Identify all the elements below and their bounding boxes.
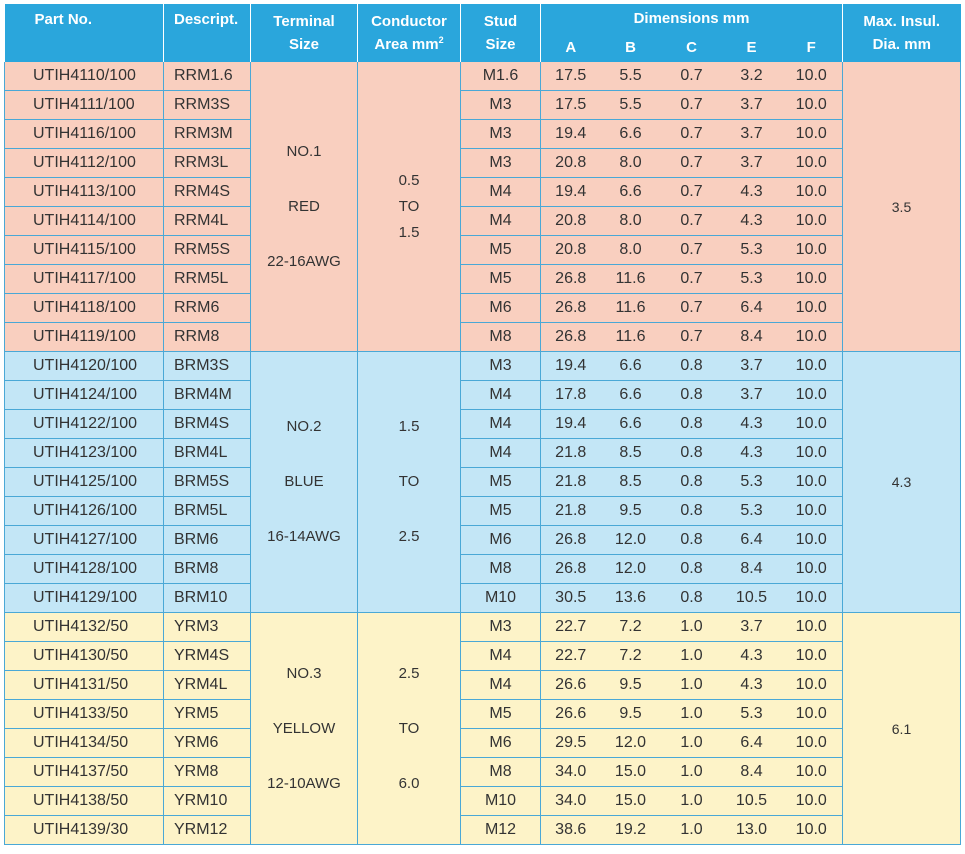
dim-e-cell: 8.4 bbox=[723, 555, 781, 584]
stud-size-cell: M6 bbox=[461, 526, 541, 555]
stud-size-cell: M5 bbox=[461, 265, 541, 294]
description-cell: RRM3S bbox=[164, 91, 251, 120]
description-cell: BRM5S bbox=[164, 468, 251, 497]
dim-c-cell: 0.8 bbox=[661, 468, 723, 497]
dim-e-cell: 3.7 bbox=[723, 613, 781, 642]
dim-e-cell: 4.3 bbox=[723, 439, 781, 468]
dim-a-cell: 34.0 bbox=[541, 787, 601, 816]
dim-f-cell: 10.0 bbox=[781, 613, 843, 642]
dim-a-cell: 20.8 bbox=[541, 236, 601, 265]
stud-size-cell: M6 bbox=[461, 729, 541, 758]
stud-size-cell: M10 bbox=[461, 787, 541, 816]
terminal-size-cell bbox=[251, 62, 358, 352]
part-number-cell: UTIH4129/100 bbox=[5, 584, 164, 613]
stud-size-cell: M8 bbox=[461, 323, 541, 352]
stud-size-cell: M10 bbox=[461, 584, 541, 613]
stud-size-cell: M3 bbox=[461, 120, 541, 149]
max-insul-cell: 3.5 bbox=[843, 62, 961, 352]
stud-size-cell: M8 bbox=[461, 555, 541, 584]
dim-b-cell: 7.2 bbox=[601, 642, 661, 671]
description-cell: YRM3 bbox=[164, 613, 251, 642]
stud-size-cell: M4 bbox=[461, 671, 541, 700]
dim-a-cell: 21.8 bbox=[541, 468, 601, 497]
part-number-cell: UTIH4124/100 bbox=[5, 381, 164, 410]
stud-size-cell: M12 bbox=[461, 816, 541, 845]
part-number-cell: UTIH4111/100 bbox=[5, 91, 164, 120]
dim-c-cell: 1.0 bbox=[661, 642, 723, 671]
description-cell: BRM10 bbox=[164, 584, 251, 613]
dim-a-cell: 26.6 bbox=[541, 700, 601, 729]
description-cell: YRM6 bbox=[164, 729, 251, 758]
dim-e-cell: 3.7 bbox=[723, 120, 781, 149]
stud-size-cell: M4 bbox=[461, 207, 541, 236]
conductor-area-line: 2.5 bbox=[398, 528, 420, 545]
table-row bbox=[5, 468, 961, 497]
dim-c-cell: 0.7 bbox=[661, 236, 723, 265]
dim-c-cell: 0.7 bbox=[661, 265, 723, 294]
dim-b-cell: 8.0 bbox=[601, 149, 661, 178]
dim-f-cell: 10.0 bbox=[781, 265, 843, 294]
table-row bbox=[5, 265, 961, 294]
table-row bbox=[5, 671, 961, 700]
stud-size-cell: M5 bbox=[461, 700, 541, 729]
terminal-size-line: BLUE bbox=[284, 473, 324, 490]
dim-f-cell: 10.0 bbox=[781, 526, 843, 555]
stud-size-cell: M3 bbox=[461, 91, 541, 120]
description-cell: BRM4L bbox=[164, 439, 251, 468]
dim-f-cell: 10.0 bbox=[781, 352, 843, 381]
header-dim-b: B bbox=[601, 33, 661, 62]
description-cell: YRM5 bbox=[164, 700, 251, 729]
header-descript: Descript. bbox=[164, 4, 251, 62]
dim-b-cell: 6.6 bbox=[601, 120, 661, 149]
dim-c-cell: 0.7 bbox=[661, 91, 723, 120]
description-cell: YRM8 bbox=[164, 758, 251, 787]
description-cell: RRM5L bbox=[164, 265, 251, 294]
conductor-area-line: 2.5 bbox=[398, 664, 420, 682]
dim-a-cell: 19.4 bbox=[541, 120, 601, 149]
dim-a-cell: 38.6 bbox=[541, 816, 601, 845]
part-number-cell: UTIH4131/50 bbox=[5, 671, 164, 700]
max-insul-cell: 6.1 bbox=[843, 613, 961, 845]
header-part-no: Part No. bbox=[5, 4, 164, 62]
dim-e-cell: 5.3 bbox=[723, 236, 781, 265]
table-row bbox=[5, 613, 961, 642]
max-insul-cell: 4.3 bbox=[843, 352, 961, 613]
terminal-size-line: 12-10AWG bbox=[267, 774, 341, 792]
dim-e-cell: 3.7 bbox=[723, 149, 781, 178]
dim-c-cell: 0.8 bbox=[661, 439, 723, 468]
table-row bbox=[5, 758, 961, 787]
table-row bbox=[5, 700, 961, 729]
part-number-cell: UTIH4128/100 bbox=[5, 555, 164, 584]
dim-b-cell: 11.6 bbox=[601, 265, 661, 294]
description-cell: RRM3M bbox=[164, 120, 251, 149]
dim-c-cell: 0.8 bbox=[661, 410, 723, 439]
dim-f-cell: 10.0 bbox=[781, 236, 843, 265]
part-number-cell: UTIH4112/100 bbox=[5, 149, 164, 178]
dim-b-cell: 5.5 bbox=[601, 91, 661, 120]
dim-c-cell: 1.0 bbox=[661, 700, 723, 729]
description-cell: BRM6 bbox=[164, 526, 251, 555]
conductor-area-line: 6.0 bbox=[398, 774, 420, 792]
dim-f-cell: 10.0 bbox=[781, 62, 843, 91]
conductor-area-cell bbox=[358, 62, 461, 352]
dim-f-cell: 10.0 bbox=[781, 758, 843, 787]
table-row bbox=[5, 584, 961, 613]
dim-c-cell: 1.0 bbox=[661, 729, 723, 758]
dim-b-cell: 9.5 bbox=[601, 700, 661, 729]
part-number-cell: UTIH4132/50 bbox=[5, 613, 164, 642]
table-row bbox=[5, 149, 961, 178]
dim-b-cell: 12.0 bbox=[601, 555, 661, 584]
part-number-cell: UTIH4113/100 bbox=[5, 178, 164, 207]
dim-a-cell: 21.8 bbox=[541, 497, 601, 526]
part-number-cell: UTIH4117/100 bbox=[5, 265, 164, 294]
dim-a-cell: 17.5 bbox=[541, 62, 601, 91]
description-cell: YRM4S bbox=[164, 642, 251, 671]
dim-e-cell: 3.7 bbox=[723, 91, 781, 120]
conductor-area-line: TO bbox=[398, 197, 420, 215]
description-cell: RRM3L bbox=[164, 149, 251, 178]
dim-c-cell: 0.7 bbox=[661, 149, 723, 178]
table-row bbox=[5, 323, 961, 352]
part-number-cell: UTIH4119/100 bbox=[5, 323, 164, 352]
table-row bbox=[5, 787, 961, 816]
stud-size-cell: M5 bbox=[461, 468, 541, 497]
header-dimensions: Dimensions mm bbox=[541, 4, 843, 33]
conductor-area-cell bbox=[358, 613, 461, 845]
description-cell: RRM4S bbox=[164, 178, 251, 207]
dim-e-cell: 3.2 bbox=[723, 62, 781, 91]
dim-f-cell: 10.0 bbox=[781, 584, 843, 613]
part-number-cell: UTIH4126/100 bbox=[5, 497, 164, 526]
dim-e-cell: 6.4 bbox=[723, 729, 781, 758]
dim-c-cell: 0.8 bbox=[661, 584, 723, 613]
dim-a-cell: 26.8 bbox=[541, 294, 601, 323]
dim-b-cell: 8.5 bbox=[601, 468, 661, 497]
table-row bbox=[5, 439, 961, 468]
dim-e-cell: 8.4 bbox=[723, 758, 781, 787]
stud-size-cell: M4 bbox=[461, 439, 541, 468]
dim-a-cell: 26.8 bbox=[541, 526, 601, 555]
description-cell: RRM4L bbox=[164, 207, 251, 236]
dim-a-cell: 21.8 bbox=[541, 439, 601, 468]
description-cell: RRM1.6 bbox=[164, 62, 251, 91]
conductor-area-line: TO bbox=[398, 473, 420, 490]
dim-c-cell: 0.8 bbox=[661, 381, 723, 410]
dim-a-cell: 17.5 bbox=[541, 91, 601, 120]
dim-c-cell: 1.0 bbox=[661, 787, 723, 816]
dim-c-cell: 0.7 bbox=[661, 62, 723, 91]
dim-c-cell: 1.0 bbox=[661, 671, 723, 700]
dim-f-cell: 10.0 bbox=[781, 91, 843, 120]
dim-c-cell: 0.8 bbox=[661, 526, 723, 555]
dim-a-cell: 22.7 bbox=[541, 642, 601, 671]
dim-a-cell: 20.8 bbox=[541, 207, 601, 236]
dim-b-cell: 11.6 bbox=[601, 294, 661, 323]
terminal-size-line: NO.3 bbox=[286, 664, 322, 682]
dim-e-cell: 5.3 bbox=[723, 497, 781, 526]
table-row bbox=[5, 178, 961, 207]
dim-e-cell: 10.5 bbox=[723, 787, 781, 816]
part-number-cell: UTIH4116/100 bbox=[5, 120, 164, 149]
dim-b-cell: 19.2 bbox=[601, 816, 661, 845]
dim-e-cell: 8.4 bbox=[723, 323, 781, 352]
dim-a-cell: 26.6 bbox=[541, 671, 601, 700]
dim-c-cell: 0.7 bbox=[661, 323, 723, 352]
dim-e-cell: 5.3 bbox=[723, 265, 781, 294]
part-number-cell: UTIH4127/100 bbox=[5, 526, 164, 555]
dim-b-cell: 6.6 bbox=[601, 410, 661, 439]
part-number-cell: UTIH4122/100 bbox=[5, 410, 164, 439]
table-row bbox=[5, 62, 961, 91]
part-number-cell: UTIH4130/50 bbox=[5, 642, 164, 671]
dim-b-cell: 9.5 bbox=[601, 497, 661, 526]
dim-e-cell: 5.3 bbox=[723, 468, 781, 497]
dim-e-cell: 4.3 bbox=[723, 178, 781, 207]
dim-b-cell: 6.6 bbox=[601, 352, 661, 381]
dim-b-cell: 6.6 bbox=[601, 381, 661, 410]
description-cell: YRM12 bbox=[164, 816, 251, 845]
terminal-size-cell bbox=[251, 613, 358, 845]
table-row bbox=[5, 729, 961, 758]
dim-f-cell: 10.0 bbox=[781, 700, 843, 729]
dim-c-cell: 0.8 bbox=[661, 352, 723, 381]
dim-f-cell: 10.0 bbox=[781, 468, 843, 497]
stud-size-cell: M1.6 bbox=[461, 62, 541, 91]
stud-size-cell: M3 bbox=[461, 352, 541, 381]
part-number-cell: UTIH4118/100 bbox=[5, 294, 164, 323]
dim-e-cell: 4.3 bbox=[723, 671, 781, 700]
dim-f-cell: 10.0 bbox=[781, 120, 843, 149]
description-cell: BRM5L bbox=[164, 497, 251, 526]
dim-b-cell: 5.5 bbox=[601, 62, 661, 91]
dim-f-cell: 10.0 bbox=[781, 439, 843, 468]
dim-e-cell: 10.5 bbox=[723, 584, 781, 613]
dim-a-cell: 17.8 bbox=[541, 381, 601, 410]
dim-c-cell: 1.0 bbox=[661, 758, 723, 787]
dim-c-cell: 0.7 bbox=[661, 178, 723, 207]
table-row bbox=[5, 410, 961, 439]
description-cell: RRM8 bbox=[164, 323, 251, 352]
header-dim-e: E bbox=[723, 33, 781, 62]
dim-a-cell: 19.4 bbox=[541, 352, 601, 381]
dim-b-cell: 7.2 bbox=[601, 613, 661, 642]
part-number-cell: UTIH4125/100 bbox=[5, 468, 164, 497]
stud-size-cell: M4 bbox=[461, 381, 541, 410]
table-row bbox=[5, 555, 961, 584]
dim-a-cell: 26.8 bbox=[541, 265, 601, 294]
dim-f-cell: 10.0 bbox=[781, 787, 843, 816]
dim-f-cell: 10.0 bbox=[781, 642, 843, 671]
part-number-cell: UTIH4114/100 bbox=[5, 207, 164, 236]
terminal-size-line: NO.2 bbox=[286, 418, 322, 435]
dim-f-cell: 10.0 bbox=[781, 671, 843, 700]
dim-f-cell: 10.0 bbox=[781, 207, 843, 236]
part-number-cell: UTIH4123/100 bbox=[5, 439, 164, 468]
conductor-area-line: 1.5 bbox=[398, 223, 420, 241]
stud-size-cell: M4 bbox=[461, 410, 541, 439]
table-row bbox=[5, 381, 961, 410]
dim-c-cell: 0.7 bbox=[661, 294, 723, 323]
dim-f-cell: 10.0 bbox=[781, 729, 843, 758]
part-number-cell: UTIH4120/100 bbox=[5, 352, 164, 381]
dim-b-cell: 15.0 bbox=[601, 758, 661, 787]
dim-b-cell: 13.6 bbox=[601, 584, 661, 613]
description-cell: RRM6 bbox=[164, 294, 251, 323]
table-row bbox=[5, 207, 961, 236]
stud-size-cell: M3 bbox=[461, 149, 541, 178]
dim-b-cell: 11.6 bbox=[601, 323, 661, 352]
part-number-cell: UTIH4110/100 bbox=[5, 62, 164, 91]
dim-b-cell: 12.0 bbox=[601, 526, 661, 555]
dim-e-cell: 4.3 bbox=[723, 410, 781, 439]
dim-c-cell: 1.0 bbox=[661, 816, 723, 845]
terminal-size-line: YELLOW bbox=[272, 719, 336, 737]
terminal-size-line: 22-16AWG bbox=[267, 252, 341, 270]
conductor-area-cell bbox=[358, 352, 461, 613]
description-cell: BRM4S bbox=[164, 410, 251, 439]
dim-c-cell: 0.8 bbox=[661, 555, 723, 584]
table-row bbox=[5, 236, 961, 265]
part-number-cell: UTIH4137/50 bbox=[5, 758, 164, 787]
table-row bbox=[5, 294, 961, 323]
dim-a-cell: 19.4 bbox=[541, 410, 601, 439]
description-cell: BRM8 bbox=[164, 555, 251, 584]
header-dim-a: A bbox=[541, 33, 601, 62]
table-header bbox=[5, 4, 961, 62]
dim-f-cell: 10.0 bbox=[781, 178, 843, 207]
dim-c-cell: 0.7 bbox=[661, 120, 723, 149]
table-row bbox=[5, 352, 961, 381]
stud-size-cell: M5 bbox=[461, 497, 541, 526]
dim-b-cell: 8.0 bbox=[601, 207, 661, 236]
dim-f-cell: 10.0 bbox=[781, 381, 843, 410]
table-row bbox=[5, 91, 961, 120]
dim-a-cell: 30.5 bbox=[541, 584, 601, 613]
dim-a-cell: 26.8 bbox=[541, 323, 601, 352]
dim-e-cell: 6.4 bbox=[723, 294, 781, 323]
header-max-insul: Max. Insul. Dia. mm bbox=[843, 4, 961, 62]
dim-c-cell: 0.7 bbox=[661, 207, 723, 236]
dim-b-cell: 8.5 bbox=[601, 439, 661, 468]
dim-e-cell: 13.0 bbox=[723, 816, 781, 845]
dim-c-cell: 1.0 bbox=[661, 613, 723, 642]
dim-f-cell: 10.0 bbox=[781, 497, 843, 526]
terminal-size-cell bbox=[251, 352, 358, 613]
conductor-area-line: 0.5 bbox=[398, 171, 420, 189]
description-cell: BRM4M bbox=[164, 381, 251, 410]
terminal-size-line: NO.1 bbox=[286, 142, 322, 160]
dim-e-cell: 6.4 bbox=[723, 526, 781, 555]
dim-f-cell: 10.0 bbox=[781, 323, 843, 352]
part-number-cell: UTIH4115/100 bbox=[5, 236, 164, 265]
dim-e-cell: 3.7 bbox=[723, 381, 781, 410]
header-dim-c: C bbox=[661, 33, 723, 62]
stud-size-cell: M8 bbox=[461, 758, 541, 787]
header-terminal-size: Terminal Size bbox=[251, 4, 358, 62]
table-body bbox=[5, 62, 961, 845]
description-cell: RRM5S bbox=[164, 236, 251, 265]
dim-c-cell: 0.8 bbox=[661, 497, 723, 526]
dim-e-cell: 5.3 bbox=[723, 700, 781, 729]
dim-e-cell: 4.3 bbox=[723, 207, 781, 236]
dim-b-cell: 8.0 bbox=[601, 236, 661, 265]
stud-size-cell: M4 bbox=[461, 178, 541, 207]
stud-size-cell: M6 bbox=[461, 294, 541, 323]
header-stud-size: Stud Size bbox=[461, 4, 541, 62]
dim-b-cell: 12.0 bbox=[601, 729, 661, 758]
dim-b-cell: 6.6 bbox=[601, 178, 661, 207]
part-number-cell: UTIH4139/30 bbox=[5, 816, 164, 845]
terminal-spec-table-container bbox=[4, 4, 961, 845]
dim-f-cell: 10.0 bbox=[781, 555, 843, 584]
table-row bbox=[5, 816, 961, 845]
dim-a-cell: 34.0 bbox=[541, 758, 601, 787]
stud-size-cell: M3 bbox=[461, 613, 541, 642]
dim-f-cell: 10.0 bbox=[781, 294, 843, 323]
description-cell: YRM4L bbox=[164, 671, 251, 700]
stud-size-cell: M5 bbox=[461, 236, 541, 265]
table-row bbox=[5, 526, 961, 555]
stud-size-cell: M4 bbox=[461, 642, 541, 671]
part-number-cell: UTIH4134/50 bbox=[5, 729, 164, 758]
part-number-cell: UTIH4138/50 bbox=[5, 787, 164, 816]
dim-b-cell: 9.5 bbox=[601, 671, 661, 700]
header-dim-f: F bbox=[781, 33, 843, 62]
table-row bbox=[5, 120, 961, 149]
dim-f-cell: 10.0 bbox=[781, 149, 843, 178]
table-row bbox=[5, 642, 961, 671]
dim-f-cell: 10.0 bbox=[781, 410, 843, 439]
dim-b-cell: 15.0 bbox=[601, 787, 661, 816]
dim-a-cell: 22.7 bbox=[541, 613, 601, 642]
table-row bbox=[5, 497, 961, 526]
ring-terminal-spec-table bbox=[4, 4, 961, 845]
terminal-size-line: 16-14AWG bbox=[267, 528, 341, 545]
dim-e-cell: 4.3 bbox=[723, 642, 781, 671]
description-cell: BRM3S bbox=[164, 352, 251, 381]
dim-a-cell: 19.4 bbox=[541, 178, 601, 207]
conductor-area-line: 1.5 bbox=[398, 418, 420, 435]
dim-e-cell: 3.7 bbox=[723, 352, 781, 381]
conductor-area-line: TO bbox=[398, 719, 420, 737]
terminal-size-line: RED bbox=[288, 197, 320, 215]
header-conductor-area: Conductor Area $mm^2$ bbox=[358, 4, 461, 62]
dim-a-cell: 29.5 bbox=[541, 729, 601, 758]
dim-a-cell: 20.8 bbox=[541, 149, 601, 178]
dim-f-cell: 10.0 bbox=[781, 816, 843, 845]
description-cell: YRM10 bbox=[164, 787, 251, 816]
dim-a-cell: 26.8 bbox=[541, 555, 601, 584]
part-number-cell: UTIH4133/50 bbox=[5, 700, 164, 729]
